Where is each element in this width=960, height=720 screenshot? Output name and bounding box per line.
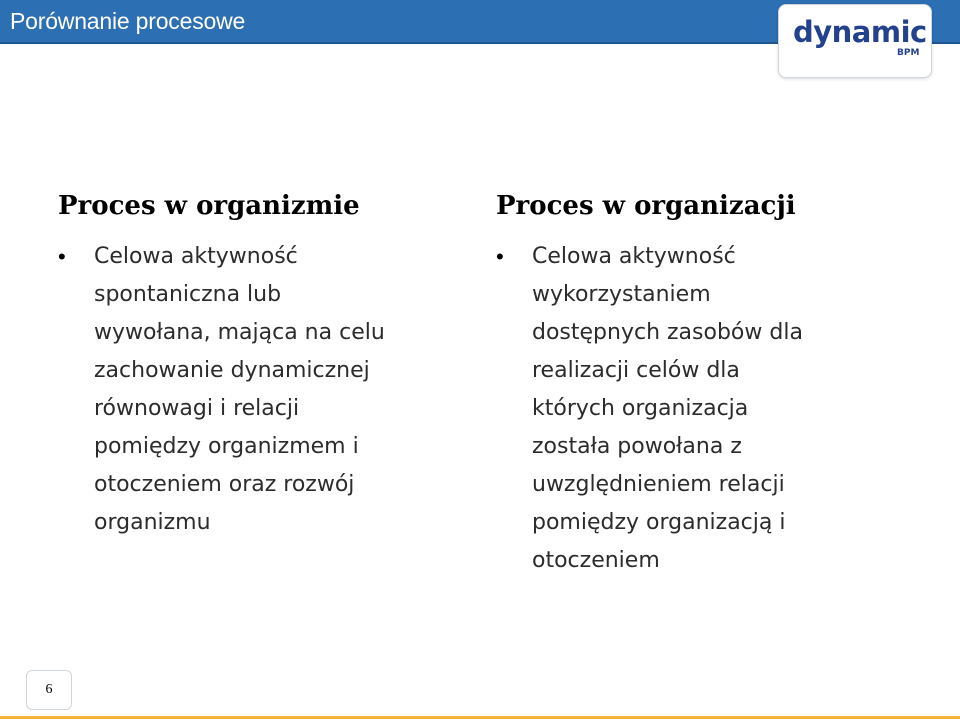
left-bullet-text <box>94 238 448 542</box>
bullet-icon: • <box>496 244 504 269</box>
right-bullet-line: otoczeniem <box>532 548 660 573</box>
left-bullet-line: wywołana, mająca na celu <box>94 320 385 345</box>
left-bullet-line: organizmu <box>94 510 211 535</box>
logo-wordmark: dynamic <box>793 15 927 49</box>
page-number-box <box>26 670 72 710</box>
right-bullet-line: realizacji celów dla <box>532 358 740 383</box>
slide-title: Porównanie procesowe <box>10 8 246 34</box>
right-bullet-line: wykorzystaniem <box>532 282 711 307</box>
right-bullet-line: dostępnych zasobów dla <box>532 320 803 345</box>
right-column <box>496 188 916 580</box>
right-bullet-line: została powołana z <box>532 434 742 459</box>
left-bullet-line: zachowanie dynamicznej <box>94 358 370 383</box>
right-column-heading: Proces w organizacji <box>496 191 796 221</box>
left-bullet-line: spontaniczna lub <box>94 282 282 307</box>
left-bullet-line: równowagi i relacji <box>94 396 300 421</box>
right-bullet-line: pomiędzy organizacją i <box>532 510 786 535</box>
right-bullet-line: których organizacja <box>532 396 749 421</box>
right-bullet-line: uwzględnieniem relacji <box>532 472 785 497</box>
page-number: 6 <box>45 682 53 697</box>
left-bullet-line: Celowa aktywność <box>94 244 298 269</box>
footer-accent-line <box>0 716 960 719</box>
bullet-icon: • <box>58 244 66 269</box>
left-column <box>58 188 448 542</box>
left-bullet-line: pomiędzy organizmem i <box>94 434 359 459</box>
company-logo <box>778 4 932 78</box>
logo-subtext: BPM <box>897 48 920 58</box>
left-column-heading: Proces w organizmie <box>58 191 360 221</box>
left-bullet-item <box>58 238 448 542</box>
right-bullet-line: Celowa aktywność <box>532 244 736 269</box>
right-bullet-item <box>496 238 916 580</box>
left-bullet-line: otoczeniem oraz rozwój <box>94 472 355 497</box>
right-bullet-text <box>532 238 916 580</box>
